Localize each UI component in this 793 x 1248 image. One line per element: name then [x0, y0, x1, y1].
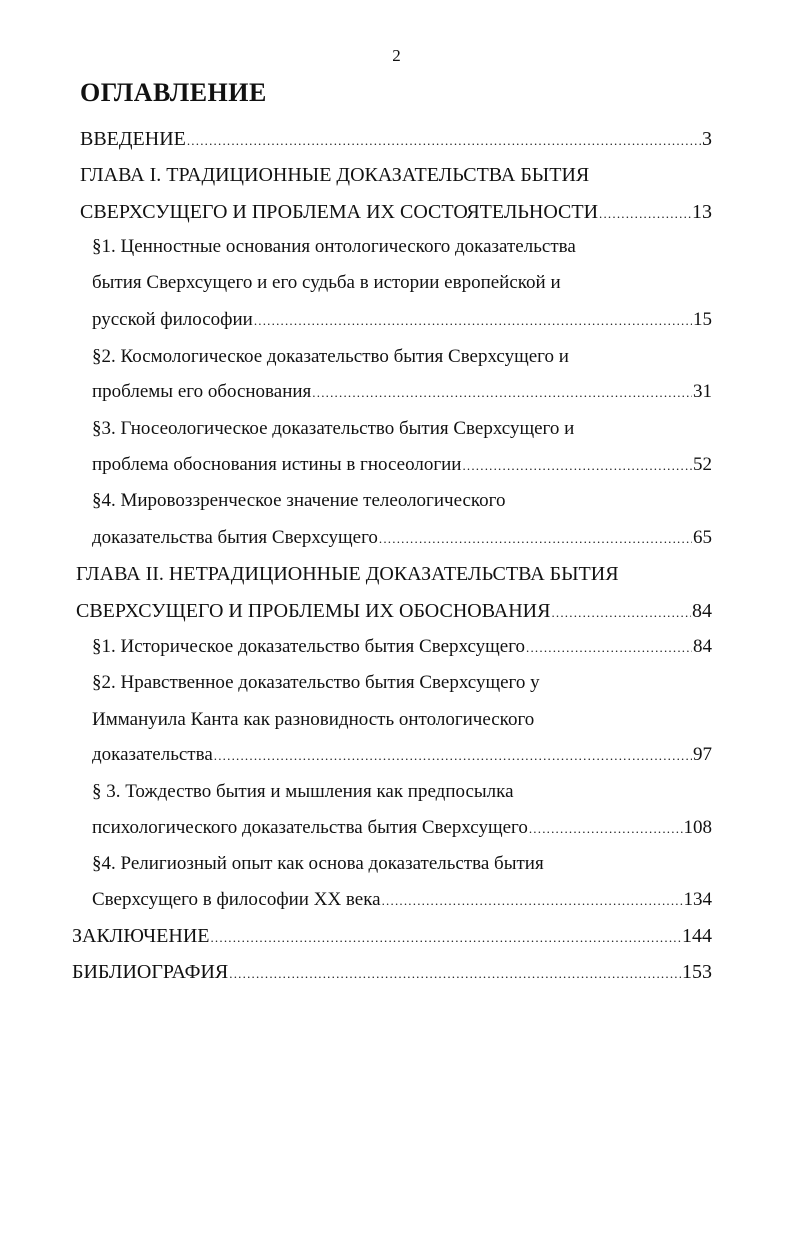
toc-section-line: §4. Мировоззренческое значение телеологического: [92, 490, 506, 511]
dot-leader: [312, 378, 692, 408]
page-title: ОГЛАВЛЕНИЕ: [80, 78, 267, 107]
toc-chapter-2-entry: [76, 596, 712, 626]
dot-leader: [462, 451, 692, 481]
toc-entry-text: ВВЕДЕНИЕ: [80, 128, 186, 150]
toc-chapter-2-heading: [76, 559, 619, 589]
toc-section-entry: проблема обоснования истины в гносеологии ..... 52: [92, 450, 712, 480]
dot-leader: [254, 306, 692, 336]
toc-section-entry: доказательства бытия Сверхсущего ..... 65: [92, 523, 712, 553]
toc-section-line: § 3. Тождество бытия и мышления как предпосылка: [92, 781, 514, 802]
toc-page-number: 52: [693, 454, 712, 475]
toc-chapter-1-entry: [80, 197, 712, 227]
toc-page-number: 3: [702, 128, 712, 150]
toc-section-entry: доказательства ..... 97: [92, 740, 712, 770]
dot-leader: [214, 741, 692, 771]
toc-section-line: §2. Космологическое доказательство бытия Сверхсущего и: [92, 346, 569, 367]
toc-entry-text: ГЛАВА II. НЕТРАДИЦИОННЫЕ ДОКАЗАТЕЛЬСТВА БЫТИЯ: [76, 563, 619, 585]
dot-leader: [526, 633, 692, 663]
toc-section-entry: психологического доказательства бытия Сверхсущего ..... 108: [92, 813, 712, 843]
toc-section-line: §2. Нравственное доказательство бытия Сверхсущего у: [92, 672, 540, 693]
dot-leader: [379, 524, 692, 554]
page-number: 2: [392, 46, 401, 65]
toc-entry-text: ГЛАВА I. ТРАДИЦИОННЫЕ ДОКАЗАТЕЛЬСТВА БЫТИЯ: [80, 164, 590, 186]
toc-page-number: 65: [693, 527, 712, 548]
toc-section-entry: §1. Историческое доказательство бытия Сверхсущего ..... 84: [92, 632, 712, 662]
toc-page-number: 15: [693, 309, 712, 330]
toc-entry-text: ЗАКЛЮЧЕНИЕ: [72, 925, 210, 947]
toc-page-number: 144: [682, 925, 712, 947]
toc-entry-bibliography: [72, 957, 712, 987]
toc-page-number: 84: [693, 636, 712, 657]
toc-entry-introduction: [80, 124, 712, 154]
toc-page-number: 84: [692, 600, 712, 622]
toc-page-number: 13: [692, 201, 712, 223]
toc-chapter-1-heading: [80, 160, 589, 190]
dot-leader: [229, 959, 681, 989]
dot-leader: [382, 886, 683, 916]
dot-leader: [551, 598, 691, 628]
toc-section-line: Иммануила Канта как разновидность онтологического: [92, 709, 535, 730]
toc-page-number: 108: [683, 817, 712, 838]
toc-section-entry: Сверхсущего в философии XX века ..... 134: [92, 885, 712, 915]
toc-section-line: бытия Сверхсущего и его судьба в истории европейской и: [92, 272, 561, 293]
dot-leader: [210, 923, 681, 953]
toc-entry-text: СВЕРХСУЩЕГО И ПРОБЛЕМЫ ИХ ОБОСНОВАНИЯ: [76, 600, 551, 622]
toc-section-entry: проблемы его обоснования ..... 31: [92, 377, 712, 407]
dot-leader: [529, 814, 683, 844]
toc-page-number: 134: [683, 889, 712, 910]
toc-section-line: §1. Ценностные основания онтологического доказательства: [92, 236, 576, 257]
toc-entry-conclusion: [72, 921, 712, 951]
dot-leader: [187, 126, 701, 156]
toc-section-line: §3. Гносеологическое доказательство бытия Сверхсущего и: [92, 418, 575, 439]
toc-page-number: 153: [682, 961, 712, 983]
toc-entry-text: СВЕРХСУЩЕГО И ПРОБЛЕМА ИХ СОСТОЯТЕЛЬНОСТИ: [80, 201, 599, 223]
toc-section-line: §4. Религиозный опыт как основа доказательства бытия: [92, 853, 544, 874]
toc-entry-text: БИБЛИОГРАФИЯ: [72, 961, 229, 983]
toc-page-number: 31: [693, 381, 712, 402]
toc-section-entry: русской философии ..... 15: [92, 305, 712, 335]
toc-page-number: 97: [693, 744, 712, 765]
dot-leader: [599, 199, 691, 229]
